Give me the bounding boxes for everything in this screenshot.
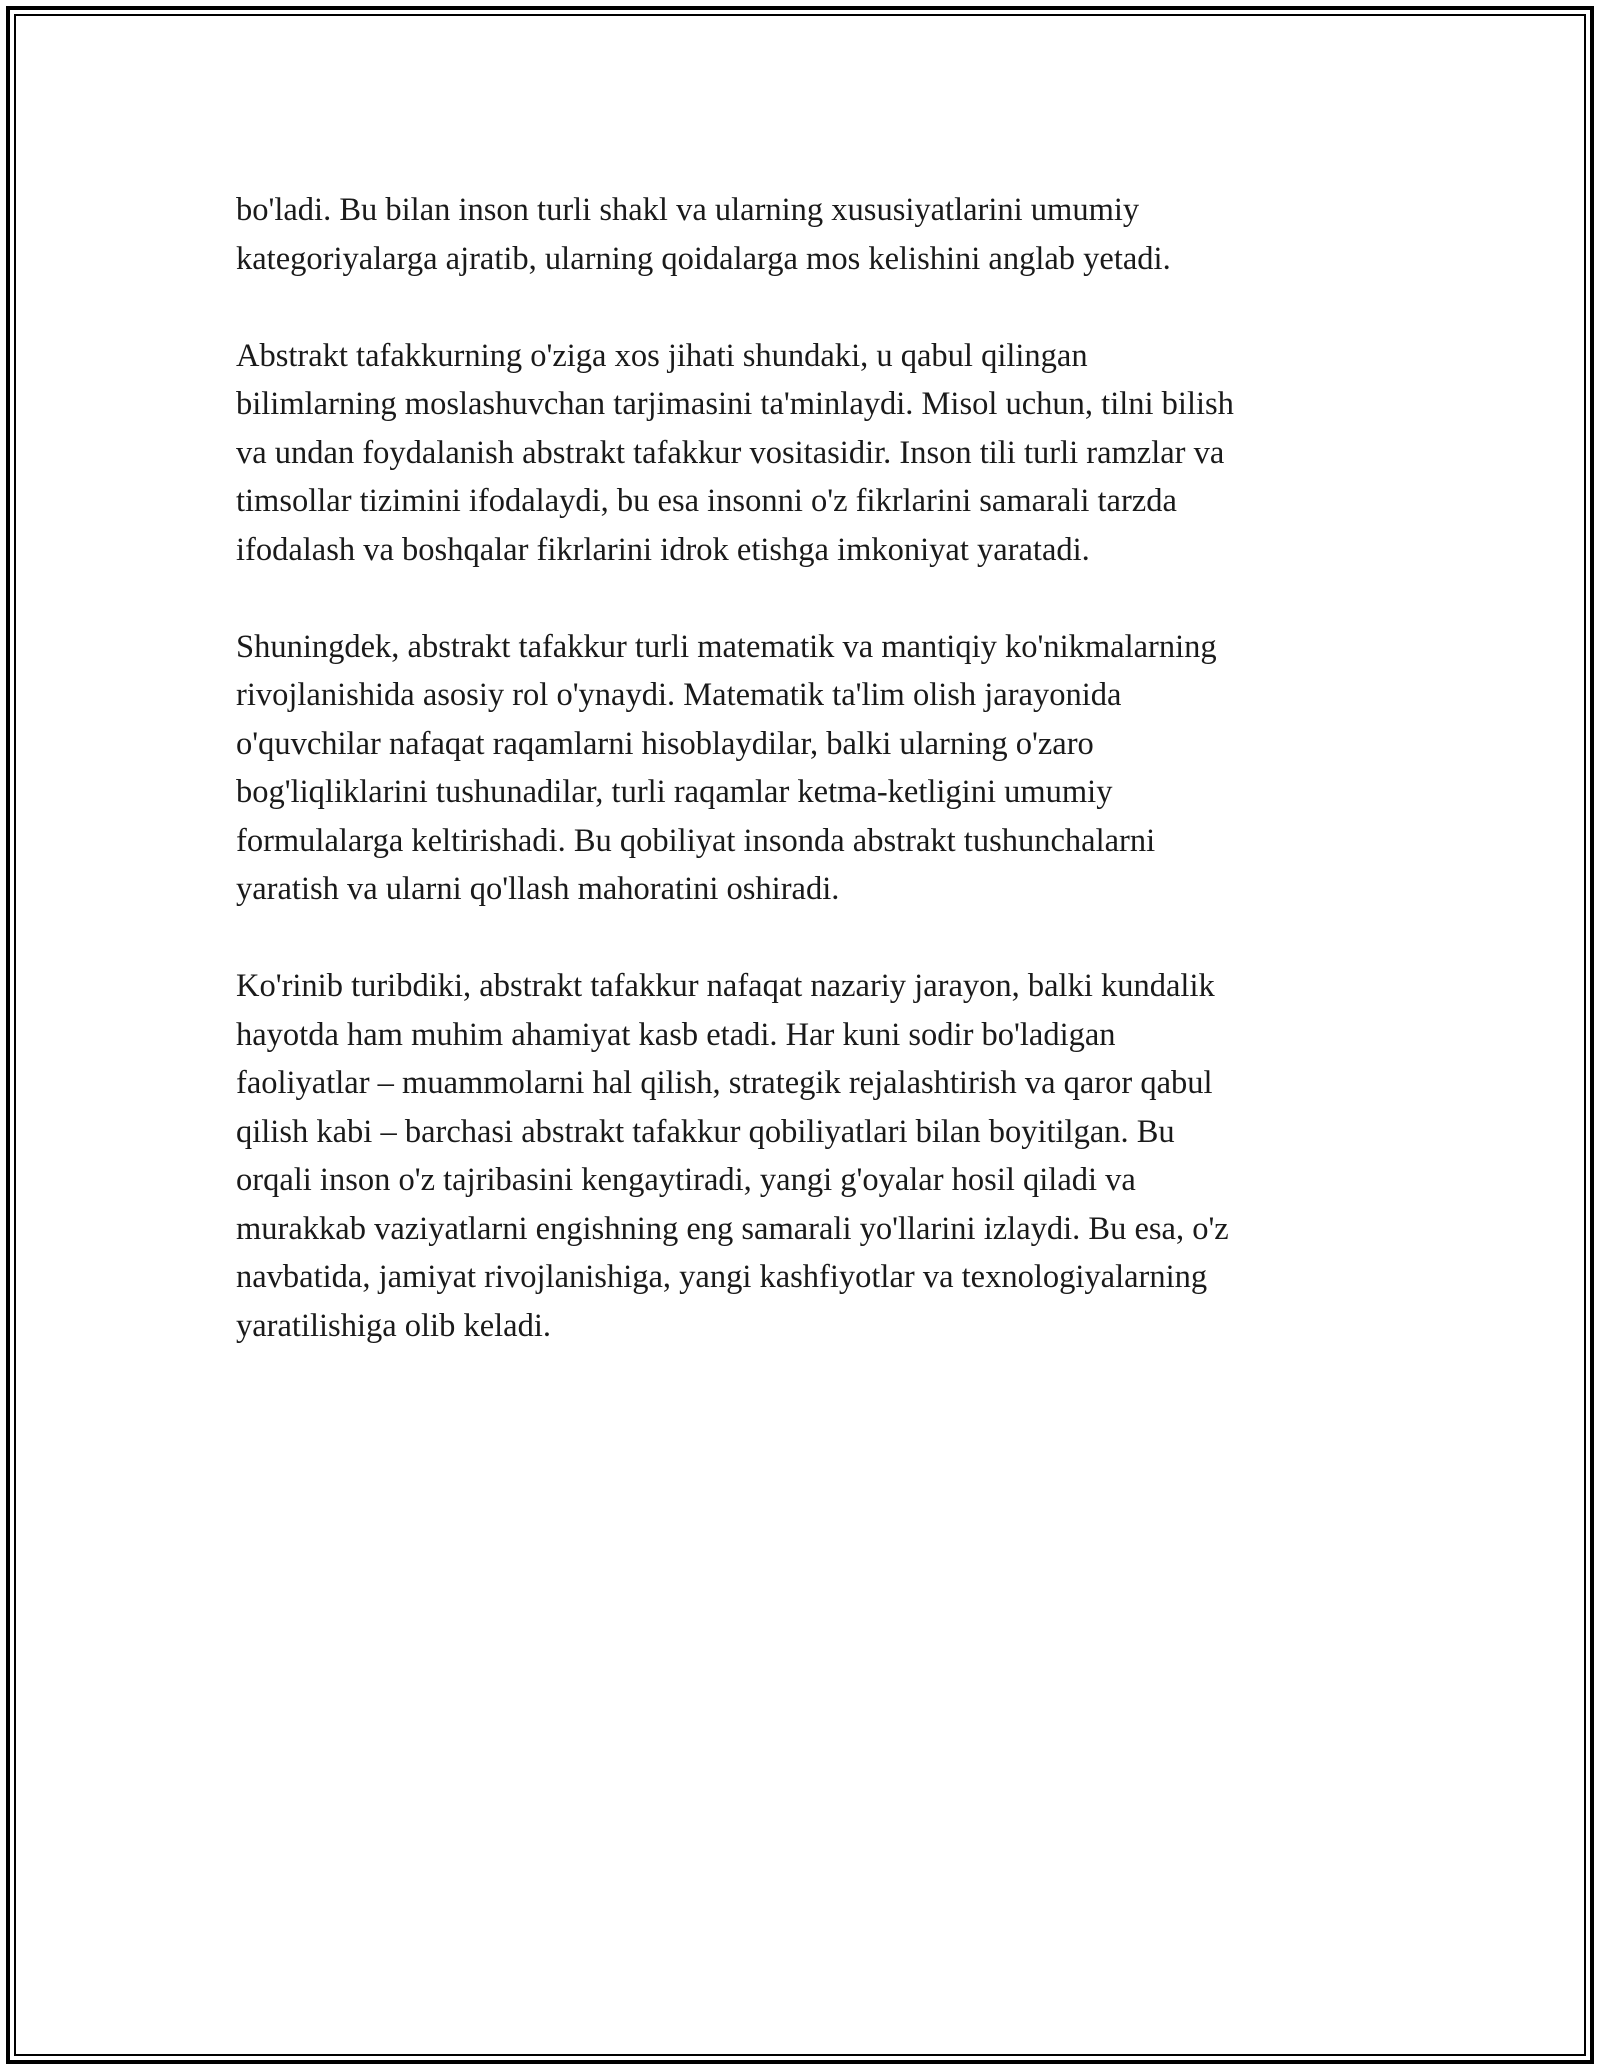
text-line: formulalarga keltirishadi. Bu qobiliyat insonda abstrakt tushunchalarni: [236, 822, 1156, 859]
paragraph: [236, 186, 1376, 283]
text-line: yaratilishiga olib keladi.: [236, 1307, 551, 1344]
text-line: va undan foydalanish abstrakt tafakkur vositasidir. Inson tili turli ramzlar va: [236, 434, 1225, 471]
text-line: bilimlarning moslashuvchan tarjimasini ta'minlaydi. Misol uchun, tilni bilish: [236, 386, 1234, 422]
paragraph: [236, 332, 1376, 575]
text-line: o'quvchilar nafaqat raqamlarni hisoblaydilar, balki ularning o'zaro: [236, 725, 1094, 762]
paragraph: [236, 623, 1376, 914]
text-line: Ko'rinib turibdiki, abstrakt tafakkur nafaqat nazariy jarayon, balki kundalik: [236, 968, 1215, 1004]
text-line: ifodalash va boshqalar fikrlarini idrok etishga imkoniyat yaratadi.: [236, 531, 1090, 568]
text-line: timsollar tizimini ifodalaydi, bu esa insonni o'z fikrlarini samarali tarzda: [236, 483, 1177, 519]
paragraph: [236, 962, 1376, 1350]
text-line: bog'liqliklarini tushunadilar, turli raqamlar ketma-ketligini umumiy: [236, 774, 1113, 810]
text-line: navbatida, jamiyat rivojlanishiga, yangi kashfiyotlar va texnologiyalarning: [236, 1259, 1208, 1295]
text-line: Shuningdek, abstrakt tafakkur turli matematik va mantiqiy ko'nikmalarning: [236, 628, 1217, 665]
document-body: [236, 186, 1376, 1399]
text-line: qilish kabi – barchasi abstrakt tafakkur qobiliyatlari bilan boyitilgan. Bu: [236, 1113, 1175, 1150]
text-line: faoliyatlar – muammolarni hal qilish, strategik rejalashtirish va qaror qabul: [236, 1065, 1213, 1101]
text-line: rivojlanishida asosiy rol o'ynaydi. Matematik ta'lim olish jarayonida: [236, 677, 1122, 713]
text-line: hayotda ham muhim ahamiyat kasb etadi. Har kuni sodir bo'ladigan: [236, 1016, 1116, 1053]
text-line: kategoriyalarga ajratib, ularning qoidalarga mos kelishini anglab yetadi.: [236, 240, 1171, 277]
text-line: Abstrakt tafakkurning o'ziga xos jihati shundaki, u qabul qilingan: [236, 337, 1088, 374]
text-line: bo'ladi. Bu bilan inson turli shakl va ularning xususiyatlarini umumiy: [236, 192, 1140, 228]
text-line: murakkab vaziyatlarni engishning eng samarali yo'llarini izlaydi. Bu esa, o'z: [236, 1210, 1229, 1247]
text-line: yaratish va ularni qo'llash mahoratini oshiradi.: [236, 871, 840, 907]
text-line: orqali inson o'z tajribasini kengaytiradi, yangi g'oyalar hosil qiladi va: [236, 1162, 1136, 1198]
